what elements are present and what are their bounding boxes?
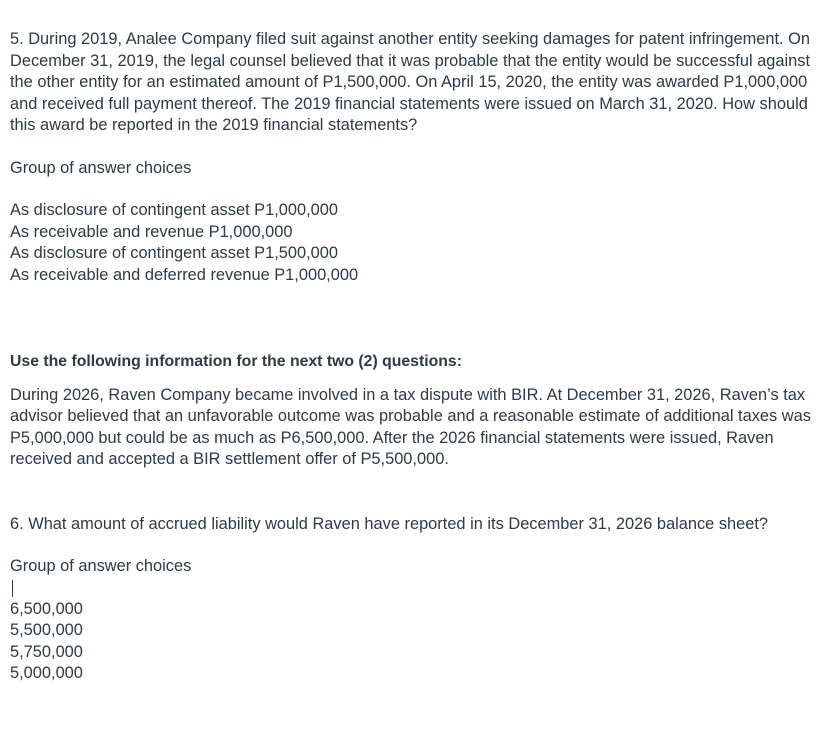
question-6-choice-1[interactable]: 6,500,000: [10, 599, 83, 618]
question-6-choice-2[interactable]: 5,500,000: [10, 621, 83, 639]
question-5-answer-list: [10, 200, 827, 286]
question-5-choice-3[interactable]: As disclosure of contingent asset P1,500,000: [10, 244, 339, 262]
question-6-answer-list: [10, 599, 827, 685]
question-5-choice-1[interactable]: As disclosure of contingent asset P1,000,000: [10, 201, 339, 219]
question-5-group-label: Group of answer choices: [10, 158, 192, 177]
question-6-choice-4[interactable]: 5,000,000: [10, 664, 83, 682]
question-6-group-label: Group of answer choices: [10, 557, 192, 575]
info-text: During 2026, Raven Company became involved in a tax dispute with BIR. At December 31, 2026, Raven’s tax advisor believed that an unfavorable outcome was probable and a reasonable estimate of additional taxes was P5,000,000 but could be as much as P6,500,000. After the 2026 financial statements were issued, Raven received and accepted a BIR settlement offer of P5,500,000.: [10, 385, 811, 468]
question-6-text: 6. What amount of accrued liability would Raven have reported in its December 31, 2026 balance sheet?: [10, 514, 769, 533]
text-cursor: [12, 580, 13, 597]
info-heading: Use the following information for the next two (2) questions:: [10, 353, 462, 370]
question-5-text: 5. During 2019, Analee Company filed suit against another entity seeking damages for patent infringement. On December 31, 2019, the legal counsel believed that it was probable that the entity would be successful against the other entity for an estimated amount of P1,500,000. On April 15, 2020, the entity was awarded P1,000,000 and received full payment thereof. The 2019 financial statements were issued on March 31, 2020. How should this award be reported in the 2019 financial statements?: [10, 30, 810, 134]
text-cursor-row: [10, 578, 827, 599]
question-5-choice-2[interactable]: As receivable and revenue P1,000,000: [10, 222, 293, 241]
question-5-choice-4[interactable]: As receivable and deferred revenue P1,000,000: [10, 265, 359, 284]
question-6-choice-3[interactable]: 5,750,000: [10, 642, 83, 661]
